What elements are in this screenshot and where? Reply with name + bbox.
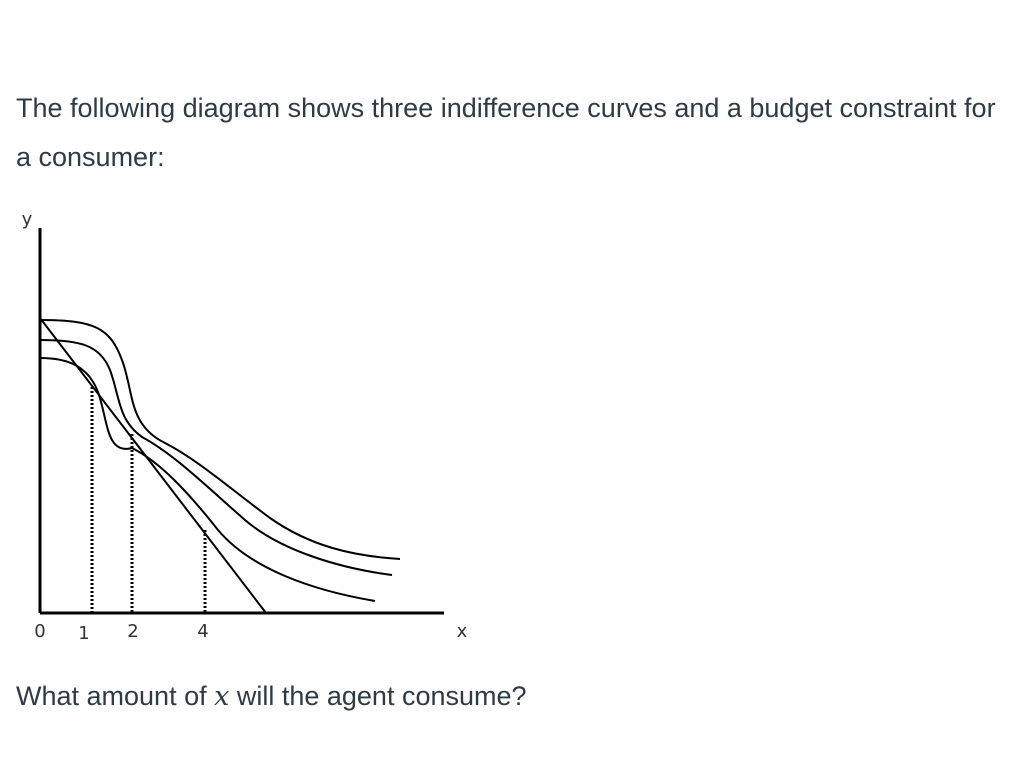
x-tick-label-2: 2 [127, 621, 139, 642]
x-tick-label-1: 1 [78, 623, 90, 644]
indifference-curve-low [40, 358, 375, 601]
x-axis-label: x [456, 621, 468, 642]
indifference-curve-high [40, 320, 400, 559]
prompt-text-after: will the agent consume? [229, 681, 527, 711]
indifference-curve-diagram [0, 200, 520, 660]
question-intro: The following diagram shows three indifference curves and a budget constraint for a consumer: [16, 93, 996, 172]
x-tick-label-4: 4 [197, 621, 209, 642]
y-axis-label: y [21, 209, 33, 230]
question-prompt [16, 676, 527, 717]
x-tick-label-0: 0 [34, 621, 46, 642]
prompt-text-before: What amount of [16, 681, 215, 711]
budget-line [40, 318, 266, 613]
prompt-variable: x [214, 681, 230, 712]
